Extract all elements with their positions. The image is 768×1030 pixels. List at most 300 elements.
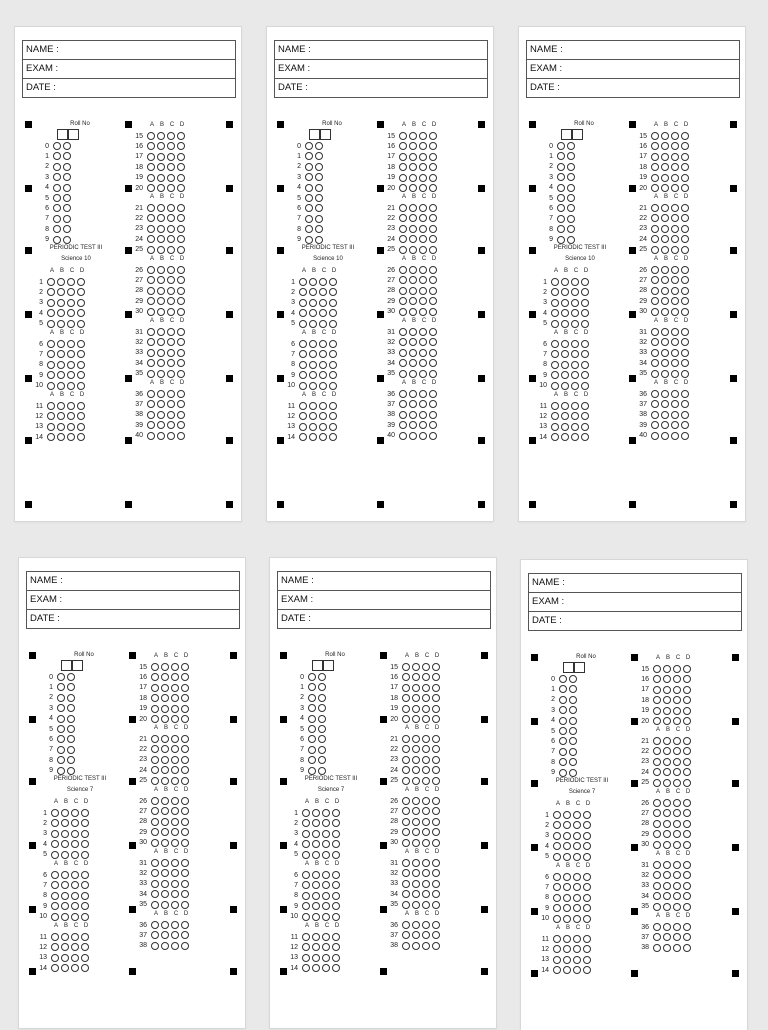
answer-bubble[interactable]: [171, 766, 179, 774]
answer-bubble[interactable]: [561, 320, 569, 328]
answer-bubble[interactable]: [412, 901, 420, 909]
answer-bubble[interactable]: [409, 370, 417, 378]
answer-bubble[interactable]: [177, 235, 185, 243]
answer-bubble[interactable]: [329, 412, 337, 420]
answer-bubble[interactable]: [329, 423, 337, 431]
answer-bubble[interactable]: [419, 214, 427, 222]
answer-bubble[interactable]: [671, 163, 679, 171]
answer-bubble[interactable]: [573, 811, 581, 819]
answer-bubble[interactable]: [583, 904, 591, 912]
answer-bubble[interactable]: [302, 851, 310, 859]
roll-tens-bubble[interactable]: [57, 715, 65, 723]
answer-bubble[interactable]: [299, 299, 307, 307]
answer-bubble[interactable]: [147, 432, 155, 440]
answer-bubble[interactable]: [171, 818, 179, 826]
answer-bubble[interactable]: [573, 853, 581, 861]
answer-bubble[interactable]: [329, 350, 337, 358]
answer-bubble[interactable]: [661, 400, 669, 408]
answer-bubble[interactable]: [147, 297, 155, 305]
roll-tens-bubble[interactable]: [559, 675, 567, 683]
answer-bubble[interactable]: [151, 663, 159, 671]
answer-bubble[interactable]: [673, 933, 681, 941]
answer-bubble[interactable]: [671, 287, 679, 295]
answer-bubble[interactable]: [681, 349, 689, 357]
answer-bubble[interactable]: [661, 287, 669, 295]
roll-tens-bubble[interactable]: [557, 142, 565, 150]
answer-bubble[interactable]: [67, 288, 75, 296]
answer-bubble[interactable]: [299, 371, 307, 379]
exam-field[interactable]: EXAM :: [278, 591, 490, 610]
answer-bubble[interactable]: [661, 328, 669, 336]
answer-bubble[interactable]: [651, 266, 659, 274]
answer-bubble[interactable]: [429, 225, 437, 233]
answer-bubble[interactable]: [653, 707, 661, 715]
answer-bubble[interactable]: [661, 370, 669, 378]
roll-no-box-units[interactable]: [68, 129, 79, 140]
answer-bubble[interactable]: [309, 278, 317, 286]
answer-bubble[interactable]: [147, 235, 155, 243]
answer-bubble[interactable]: [681, 163, 689, 171]
answer-bubble[interactable]: [51, 840, 59, 848]
answer-bubble[interactable]: [663, 696, 671, 704]
roll-tens-bubble[interactable]: [557, 204, 565, 212]
answer-bubble[interactable]: [151, 756, 159, 764]
answer-bubble[interactable]: [673, 923, 681, 931]
answer-bubble[interactable]: [571, 320, 579, 328]
answer-bubble[interactable]: [147, 400, 155, 408]
roll-tens-bubble[interactable]: [557, 194, 565, 202]
answer-bubble[interactable]: [71, 809, 79, 817]
answer-bubble[interactable]: [409, 214, 417, 222]
answer-bubble[interactable]: [81, 809, 89, 817]
name-field[interactable]: NAME :: [275, 41, 487, 60]
answer-bubble[interactable]: [161, 839, 169, 847]
answer-bubble[interactable]: [432, 901, 440, 909]
answer-bubble[interactable]: [161, 766, 169, 774]
answer-bubble[interactable]: [57, 423, 65, 431]
roll-units-bubble[interactable]: [569, 727, 577, 735]
answer-bubble[interactable]: [71, 819, 79, 827]
name-field[interactable]: NAME :: [527, 41, 739, 60]
answer-bubble[interactable]: [61, 892, 69, 900]
roll-units-bubble[interactable]: [63, 215, 71, 223]
answer-bubble[interactable]: [167, 235, 175, 243]
answer-bubble[interactable]: [151, 807, 159, 815]
answer-bubble[interactable]: [422, 797, 430, 805]
answer-bubble[interactable]: [573, 915, 581, 923]
answer-bubble[interactable]: [651, 235, 659, 243]
answer-bubble[interactable]: [57, 433, 65, 441]
answer-bubble[interactable]: [653, 892, 661, 900]
answer-bubble[interactable]: [671, 214, 679, 222]
roll-tens-bubble[interactable]: [559, 737, 567, 745]
answer-bubble[interactable]: [581, 402, 589, 410]
answer-bubble[interactable]: [319, 423, 327, 431]
answer-bubble[interactable]: [651, 174, 659, 182]
answer-bubble[interactable]: [571, 423, 579, 431]
answer-bubble[interactable]: [432, 705, 440, 713]
answer-bubble[interactable]: [681, 370, 689, 378]
answer-bubble[interactable]: [151, 766, 159, 774]
answer-bubble[interactable]: [671, 184, 679, 192]
name-field[interactable]: NAME :: [529, 574, 741, 593]
answer-bubble[interactable]: [661, 204, 669, 212]
answer-bubble[interactable]: [177, 390, 185, 398]
answer-bubble[interactable]: [312, 943, 320, 951]
answer-bubble[interactable]: [151, 901, 159, 909]
answer-bubble[interactable]: [651, 163, 659, 171]
answer-bubble[interactable]: [683, 809, 691, 817]
answer-bubble[interactable]: [171, 880, 179, 888]
answer-bubble[interactable]: [561, 423, 569, 431]
answer-bubble[interactable]: [167, 411, 175, 419]
answer-bubble[interactable]: [77, 309, 85, 317]
answer-bubble[interactable]: [551, 382, 559, 390]
roll-tens-bubble[interactable]: [53, 163, 61, 171]
answer-bubble[interactable]: [319, 402, 327, 410]
answer-bubble[interactable]: [151, 797, 159, 805]
answer-bubble[interactable]: [47, 412, 55, 420]
answer-bubble[interactable]: [67, 433, 75, 441]
roll-units-bubble[interactable]: [315, 204, 323, 212]
answer-bubble[interactable]: [409, 359, 417, 367]
answer-bubble[interactable]: [422, 715, 430, 723]
answer-bubble[interactable]: [563, 842, 571, 850]
answer-bubble[interactable]: [412, 766, 420, 774]
answer-bubble[interactable]: [673, 871, 681, 879]
answer-bubble[interactable]: [399, 287, 407, 295]
answer-bubble[interactable]: [422, 745, 430, 753]
answer-bubble[interactable]: [77, 288, 85, 296]
answer-bubble[interactable]: [573, 935, 581, 943]
answer-bubble[interactable]: [161, 673, 169, 681]
answer-bubble[interactable]: [147, 287, 155, 295]
answer-bubble[interactable]: [57, 340, 65, 348]
answer-bubble[interactable]: [661, 235, 669, 243]
answer-bubble[interactable]: [651, 328, 659, 336]
roll-units-bubble[interactable]: [569, 717, 577, 725]
answer-bubble[interactable]: [671, 225, 679, 233]
answer-bubble[interactable]: [583, 935, 591, 943]
answer-bubble[interactable]: [147, 338, 155, 346]
answer-bubble[interactable]: [77, 278, 85, 286]
answer-bubble[interactable]: [681, 276, 689, 284]
answer-bubble[interactable]: [47, 278, 55, 286]
answer-bubble[interactable]: [177, 349, 185, 357]
answer-bubble[interactable]: [681, 132, 689, 140]
answer-bubble[interactable]: [402, 745, 410, 753]
answer-bubble[interactable]: [551, 340, 559, 348]
name-field[interactable]: NAME :: [27, 572, 239, 591]
answer-bubble[interactable]: [551, 320, 559, 328]
answer-bubble[interactable]: [157, 349, 165, 357]
answer-bubble[interactable]: [683, 799, 691, 807]
answer-bubble[interactable]: [663, 686, 671, 694]
answer-bubble[interactable]: [551, 412, 559, 420]
answer-bubble[interactable]: [302, 830, 310, 838]
answer-bubble[interactable]: [47, 350, 55, 358]
roll-units-bubble[interactable]: [67, 725, 75, 733]
answer-bubble[interactable]: [151, 880, 159, 888]
answer-bubble[interactable]: [71, 964, 79, 972]
answer-bubble[interactable]: [573, 873, 581, 881]
roll-units-bubble[interactable]: [315, 225, 323, 233]
answer-bubble[interactable]: [67, 423, 75, 431]
answer-bubble[interactable]: [583, 894, 591, 902]
answer-bubble[interactable]: [671, 276, 679, 284]
answer-bubble[interactable]: [402, 684, 410, 692]
answer-bubble[interactable]: [663, 923, 671, 931]
answer-bubble[interactable]: [402, 735, 410, 743]
answer-bubble[interactable]: [409, 174, 417, 182]
answer-bubble[interactable]: [653, 696, 661, 704]
answer-bubble[interactable]: [419, 328, 427, 336]
answer-bubble[interactable]: [309, 320, 317, 328]
answer-bubble[interactable]: [322, 830, 330, 838]
answer-bubble[interactable]: [432, 797, 440, 805]
answer-bubble[interactable]: [551, 278, 559, 286]
answer-bubble[interactable]: [81, 881, 89, 889]
answer-bubble[interactable]: [167, 390, 175, 398]
answer-bubble[interactable]: [422, 756, 430, 764]
answer-bubble[interactable]: [157, 225, 165, 233]
answer-bubble[interactable]: [681, 204, 689, 212]
answer-bubble[interactable]: [571, 433, 579, 441]
answer-bubble[interactable]: [663, 892, 671, 900]
answer-bubble[interactable]: [653, 758, 661, 766]
answer-bubble[interactable]: [571, 412, 579, 420]
answer-bubble[interactable]: [663, 861, 671, 869]
answer-bubble[interactable]: [302, 840, 310, 848]
roll-units-bubble[interactable]: [569, 706, 577, 714]
answer-bubble[interactable]: [432, 859, 440, 867]
answer-bubble[interactable]: [167, 153, 175, 161]
answer-bubble[interactable]: [583, 956, 591, 964]
answer-bubble[interactable]: [429, 421, 437, 429]
answer-bubble[interactable]: [299, 278, 307, 286]
roll-tens-bubble[interactable]: [559, 706, 567, 714]
answer-bubble[interactable]: [419, 287, 427, 295]
answer-bubble[interactable]: [177, 400, 185, 408]
answer-bubble[interactable]: [47, 423, 55, 431]
answer-bubble[interactable]: [419, 359, 427, 367]
answer-bubble[interactable]: [151, 890, 159, 898]
answer-bubble[interactable]: [181, 735, 189, 743]
answer-bubble[interactable]: [322, 943, 330, 951]
answer-bubble[interactable]: [47, 288, 55, 296]
answer-bubble[interactable]: [563, 904, 571, 912]
answer-bubble[interactable]: [663, 830, 671, 838]
roll-tens-bubble[interactable]: [557, 236, 565, 244]
roll-units-bubble[interactable]: [67, 735, 75, 743]
answer-bubble[interactable]: [671, 132, 679, 140]
answer-bubble[interactable]: [151, 684, 159, 692]
roll-tens-bubble[interactable]: [53, 225, 61, 233]
answer-bubble[interactable]: [563, 883, 571, 891]
answer-bubble[interactable]: [177, 174, 185, 182]
answer-bubble[interactable]: [653, 903, 661, 911]
answer-bubble[interactable]: [402, 828, 410, 836]
answer-bubble[interactable]: [309, 361, 317, 369]
roll-tens-bubble[interactable]: [557, 184, 565, 192]
answer-bubble[interactable]: [419, 297, 427, 305]
roll-no-box-units[interactable]: [572, 129, 583, 140]
answer-bubble[interactable]: [67, 320, 75, 328]
answer-bubble[interactable]: [322, 913, 330, 921]
answer-bubble[interactable]: [171, 684, 179, 692]
answer-bubble[interactable]: [429, 359, 437, 367]
answer-bubble[interactable]: [322, 933, 330, 941]
answer-bubble[interactable]: [157, 297, 165, 305]
answer-bubble[interactable]: [47, 402, 55, 410]
roll-units-bubble[interactable]: [63, 236, 71, 244]
answer-bubble[interactable]: [302, 902, 310, 910]
answer-bubble[interactable]: [429, 390, 437, 398]
roll-units-bubble[interactable]: [567, 204, 575, 212]
answer-bubble[interactable]: [422, 828, 430, 836]
answer-bubble[interactable]: [673, 799, 681, 807]
answer-bubble[interactable]: [312, 851, 320, 859]
answer-bubble[interactable]: [681, 235, 689, 243]
answer-bubble[interactable]: [57, 288, 65, 296]
answer-bubble[interactable]: [671, 235, 679, 243]
roll-tens-bubble[interactable]: [305, 236, 313, 244]
answer-bubble[interactable]: [302, 964, 310, 972]
answer-bubble[interactable]: [673, 665, 681, 673]
answer-bubble[interactable]: [399, 142, 407, 150]
answer-bubble[interactable]: [47, 309, 55, 317]
answer-bubble[interactable]: [673, 861, 681, 869]
roll-tens-bubble[interactable]: [305, 142, 313, 150]
answer-bubble[interactable]: [171, 859, 179, 867]
answer-bubble[interactable]: [332, 954, 340, 962]
answer-bubble[interactable]: [651, 308, 659, 316]
roll-tens-bubble[interactable]: [305, 163, 313, 171]
roll-units-bubble[interactable]: [67, 746, 75, 754]
answer-bubble[interactable]: [412, 890, 420, 898]
answer-bubble[interactable]: [309, 423, 317, 431]
answer-bubble[interactable]: [57, 402, 65, 410]
answer-bubble[interactable]: [583, 966, 591, 974]
answer-bubble[interactable]: [671, 359, 679, 367]
answer-bubble[interactable]: [663, 944, 671, 952]
answer-bubble[interactable]: [432, 777, 440, 785]
answer-bubble[interactable]: [573, 945, 581, 953]
answer-bubble[interactable]: [402, 880, 410, 888]
answer-bubble[interactable]: [663, 665, 671, 673]
roll-units-bubble[interactable]: [567, 225, 575, 233]
answer-bubble[interactable]: [399, 214, 407, 222]
roll-tens-bubble[interactable]: [308, 704, 316, 712]
answer-bubble[interactable]: [653, 665, 661, 673]
answer-bubble[interactable]: [322, 840, 330, 848]
answer-bubble[interactable]: [412, 715, 420, 723]
answer-bubble[interactable]: [81, 902, 89, 910]
answer-bubble[interactable]: [673, 768, 681, 776]
answer-bubble[interactable]: [319, 320, 327, 328]
answer-bubble[interactable]: [399, 184, 407, 192]
answer-bubble[interactable]: [419, 370, 427, 378]
answer-bubble[interactable]: [177, 276, 185, 284]
answer-bubble[interactable]: [161, 942, 169, 950]
roll-tens-bubble[interactable]: [559, 748, 567, 756]
answer-bubble[interactable]: [161, 715, 169, 723]
answer-bubble[interactable]: [573, 832, 581, 840]
answer-bubble[interactable]: [571, 340, 579, 348]
roll-units-bubble[interactable]: [318, 673, 326, 681]
answer-bubble[interactable]: [77, 433, 85, 441]
answer-bubble[interactable]: [147, 421, 155, 429]
answer-bubble[interactable]: [563, 821, 571, 829]
answer-bubble[interactable]: [432, 663, 440, 671]
roll-tens-bubble[interactable]: [53, 215, 61, 223]
roll-tens-bubble[interactable]: [305, 173, 313, 181]
answer-bubble[interactable]: [332, 964, 340, 972]
answer-bubble[interactable]: [671, 204, 679, 212]
answer-bubble[interactable]: [412, 942, 420, 950]
roll-units-bubble[interactable]: [567, 215, 575, 223]
answer-bubble[interactable]: [551, 361, 559, 369]
answer-bubble[interactable]: [329, 433, 337, 441]
answer-bubble[interactable]: [429, 246, 437, 254]
answer-bubble[interactable]: [571, 299, 579, 307]
answer-bubble[interactable]: [402, 942, 410, 950]
answer-bubble[interactable]: [319, 309, 327, 317]
answer-bubble[interactable]: [651, 400, 659, 408]
answer-bubble[interactable]: [81, 964, 89, 972]
answer-bubble[interactable]: [651, 246, 659, 254]
answer-bubble[interactable]: [402, 869, 410, 877]
answer-bubble[interactable]: [671, 411, 679, 419]
answer-bubble[interactable]: [419, 308, 427, 316]
answer-bubble[interactable]: [322, 892, 330, 900]
answer-bubble[interactable]: [551, 288, 559, 296]
answer-bubble[interactable]: [563, 935, 571, 943]
answer-bubble[interactable]: [309, 371, 317, 379]
answer-bubble[interactable]: [651, 432, 659, 440]
roll-no-box-units[interactable]: [574, 662, 585, 673]
answer-bubble[interactable]: [77, 402, 85, 410]
answer-bubble[interactable]: [181, 839, 189, 847]
roll-units-bubble[interactable]: [63, 173, 71, 181]
answer-bubble[interactable]: [661, 163, 669, 171]
roll-units-bubble[interactable]: [318, 735, 326, 743]
answer-bubble[interactable]: [81, 943, 89, 951]
answer-bubble[interactable]: [322, 964, 330, 972]
answer-bubble[interactable]: [309, 402, 317, 410]
roll-units-bubble[interactable]: [315, 215, 323, 223]
roll-no-box-tens[interactable]: [61, 660, 72, 671]
answer-bubble[interactable]: [583, 883, 591, 891]
answer-bubble[interactable]: [573, 966, 581, 974]
roll-tens-bubble[interactable]: [559, 727, 567, 735]
answer-bubble[interactable]: [47, 371, 55, 379]
answer-bubble[interactable]: [151, 715, 159, 723]
answer-bubble[interactable]: [551, 402, 559, 410]
answer-bubble[interactable]: [319, 340, 327, 348]
answer-bubble[interactable]: [661, 338, 669, 346]
answer-bubble[interactable]: [47, 340, 55, 348]
answer-bubble[interactable]: [663, 809, 671, 817]
answer-bubble[interactable]: [412, 797, 420, 805]
answer-bubble[interactable]: [581, 361, 589, 369]
answer-bubble[interactable]: [147, 204, 155, 212]
answer-bubble[interactable]: [157, 142, 165, 150]
roll-tens-bubble[interactable]: [308, 746, 316, 754]
answer-bubble[interactable]: [561, 309, 569, 317]
answer-bubble[interactable]: [302, 933, 310, 941]
answer-bubble[interactable]: [681, 287, 689, 295]
